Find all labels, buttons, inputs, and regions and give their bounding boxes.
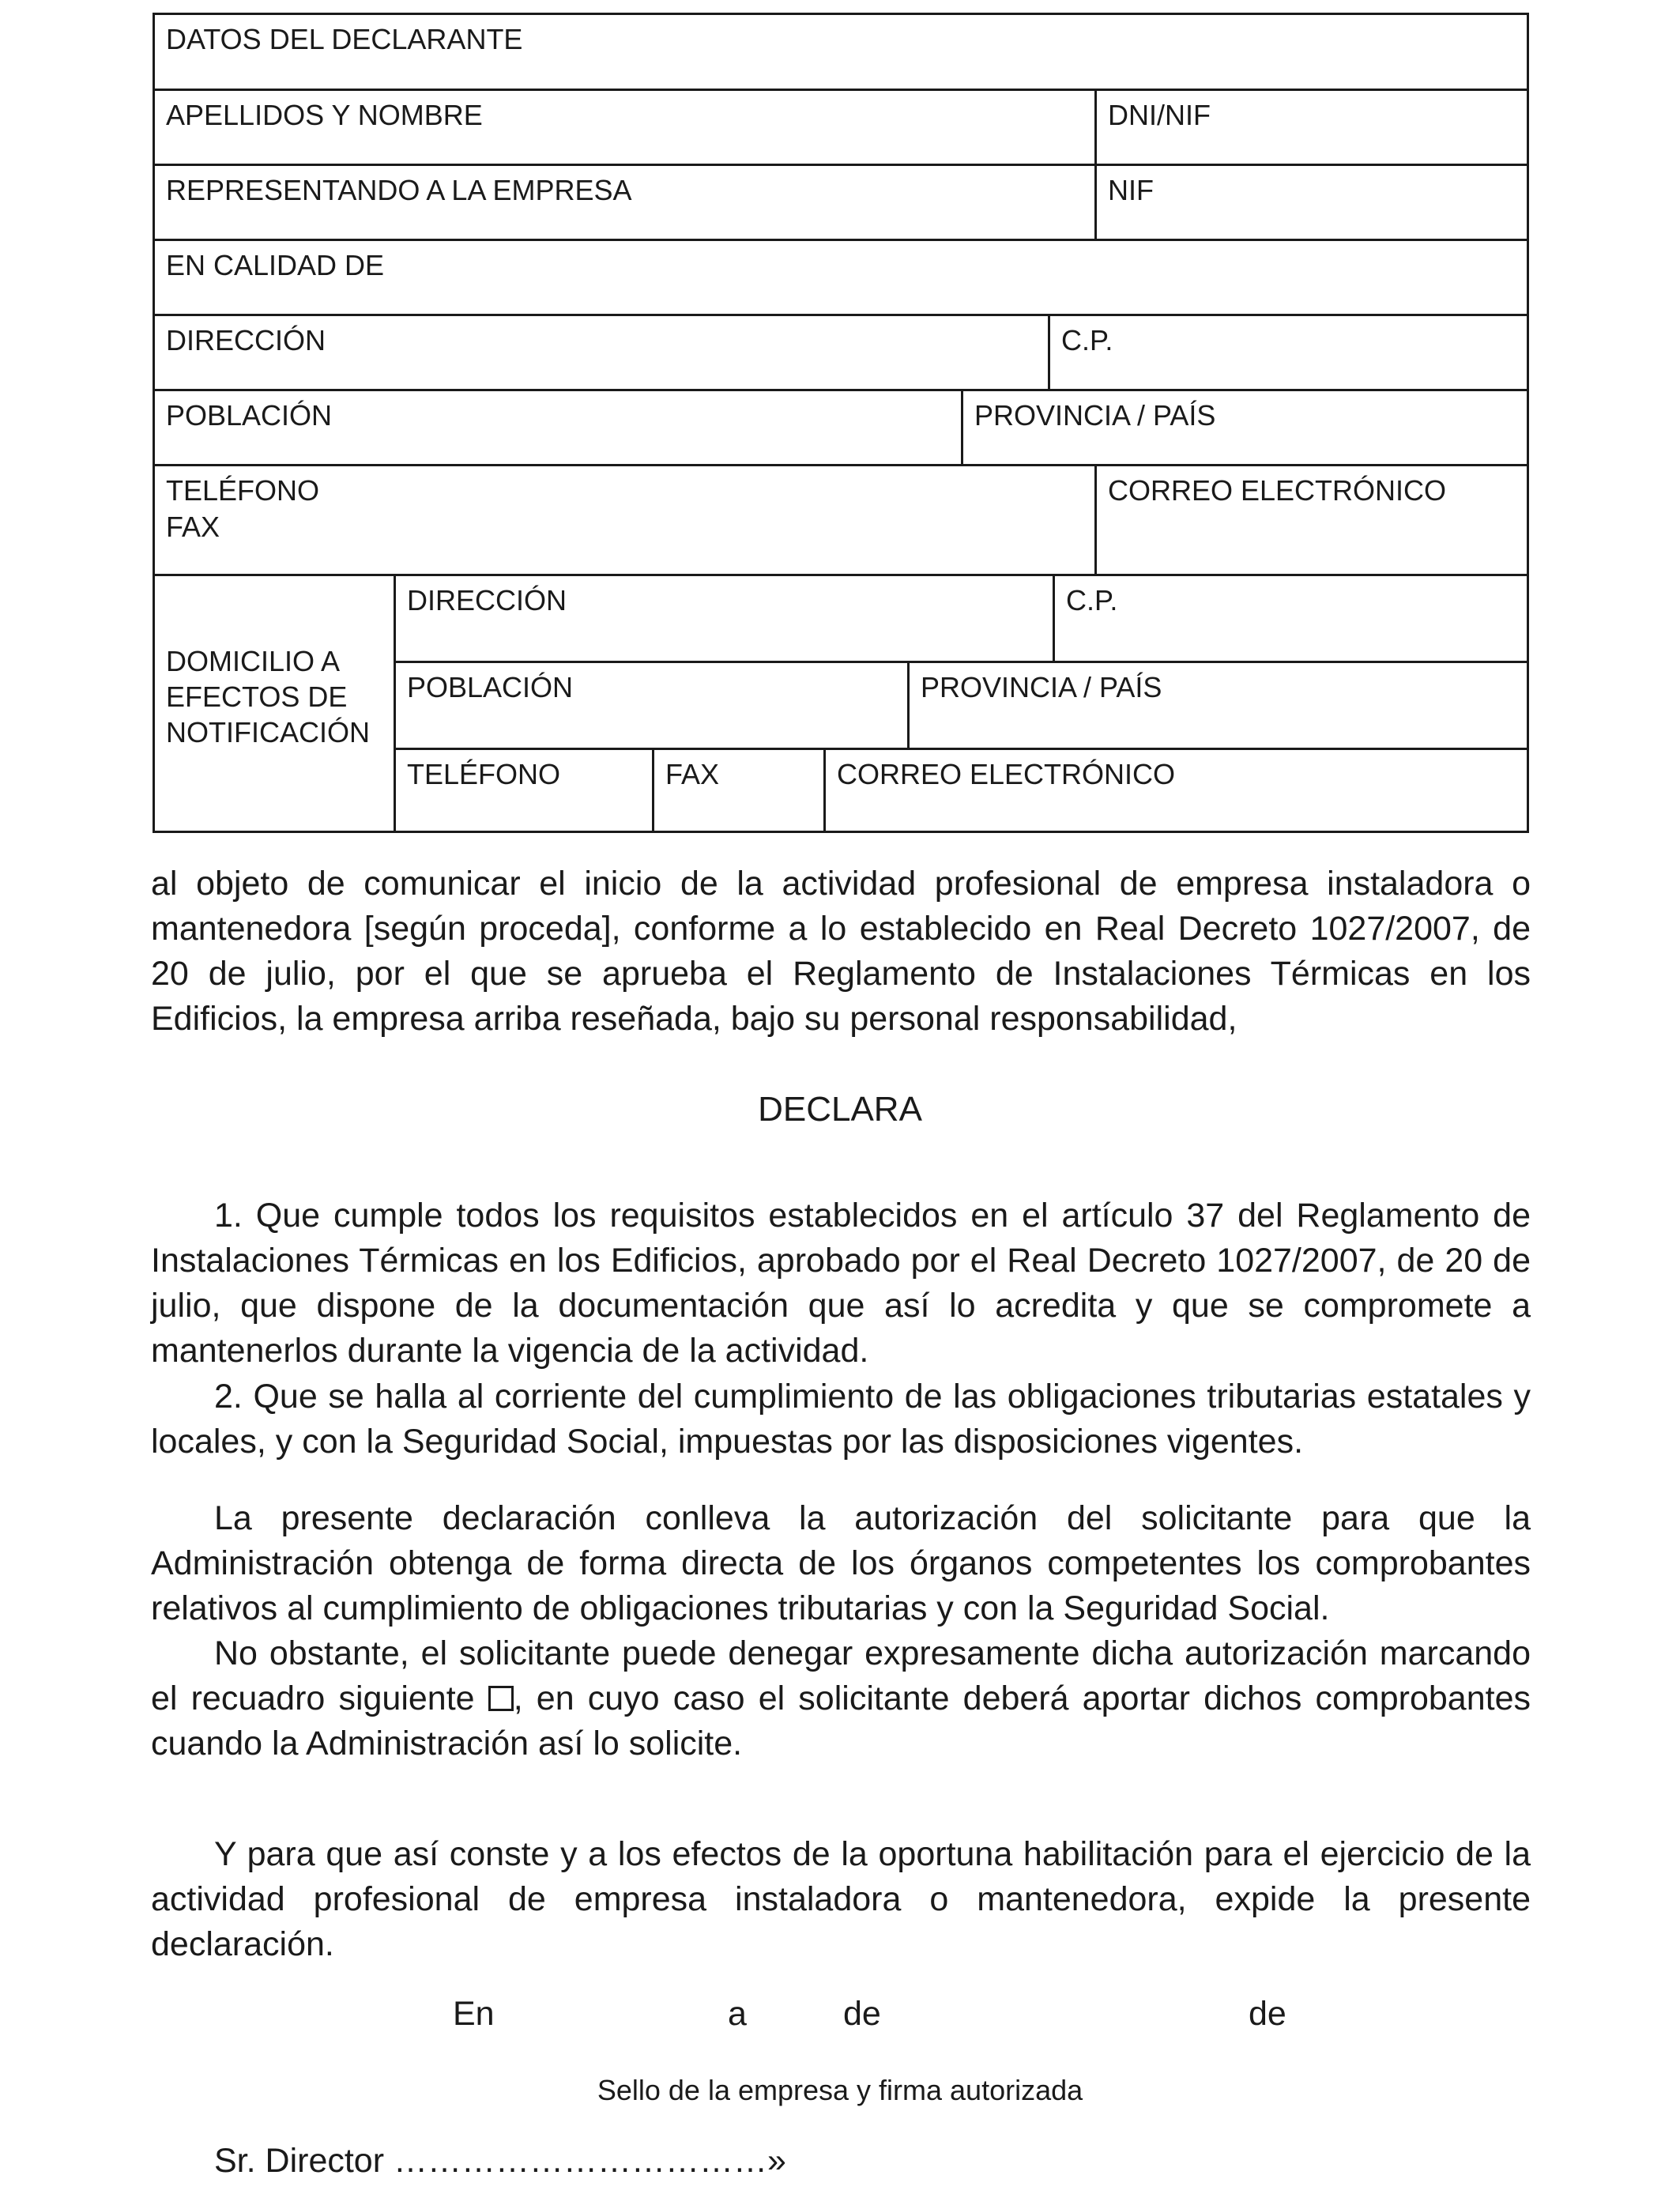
- name-row: [155, 91, 1527, 166]
- date-a: a: [728, 1995, 747, 2033]
- cp-label: C.P.: [1061, 324, 1113, 356]
- denial-text-end: , en cuyo caso el solicitante deberá aportar dichos comprobantes cuando la Administración así lo solicite.: [151, 1679, 1531, 1762]
- notif-provincia-field[interactable]: [907, 663, 1529, 748]
- form-title: DATOS DEL DECLARANTE: [166, 23, 523, 55]
- notif-telefono-label: TELÉFONO: [407, 758, 561, 790]
- notif-direccion-label: DIRECCIÓN: [407, 584, 567, 616]
- declara-heading: DECLARA: [758, 1090, 922, 1129]
- telefono-fax-label: TELÉFONO FAX: [166, 474, 320, 543]
- denial-paragraph: [151, 1631, 1531, 1766]
- cp-field[interactable]: [1048, 316, 1529, 389]
- dni-field[interactable]: [1094, 91, 1529, 164]
- closing-paragraph: Y para que así conste y a los efectos de la oportuna habilitación para el ejercicio de la actividad profesional de empresa instaladora o mantenedora, expide la presente declaración.: [151, 1835, 1531, 1963]
- notif-provincia-label: PROVINCIA / PAÍS: [921, 671, 1162, 703]
- notif-fax-field[interactable]: [652, 750, 823, 833]
- correo-field[interactable]: [1094, 466, 1529, 574]
- provincia-label: PROVINCIA / PAÍS: [974, 399, 1216, 432]
- poblacion-label: POBLACIÓN: [166, 399, 333, 432]
- empresa-field[interactable]: [155, 166, 1094, 239]
- dni-label: DNI/NIF: [1108, 99, 1211, 131]
- director-addressee: Sr. Director ……………………………»: [214, 2142, 786, 2180]
- notif-telefono-field[interactable]: [396, 750, 652, 833]
- calidad-field[interactable]: [155, 241, 1527, 314]
- correo-label: CORREO ELECTRÓNICO: [1108, 474, 1447, 507]
- deny-authorization-checkbox[interactable]: [488, 1686, 514, 1711]
- authorization-paragraph: La presente declaración conlleva la autorización del solicitante para que la Administración obtenga de forma directa de los órganos competentes los comprobantes relativos al cumplimiento de obligaciones tributarias y con la Seguridad Social.: [151, 1499, 1531, 1627]
- intro-paragraph: al objeto de comunicar el inicio de la actividad profesional de empresa instaladora o mantenedora [según proceda], conforme a lo establecido en Real Decreto 1027/2007, de 20 de julio, por el que se aprueba el Reglamento de Instalaciones Térmicas en los Edificios, la empresa arriba reseñada, bajo su personal responsabilidad,: [151, 865, 1531, 1038]
- notif-cp-field[interactable]: [1053, 576, 1529, 661]
- notif-cp-label: C.P.: [1066, 584, 1118, 616]
- notif-locality-row: [396, 663, 1529, 750]
- notif-correo-field[interactable]: [823, 750, 1529, 833]
- apellidos-field[interactable]: [155, 91, 1094, 164]
- notification-address-block: [155, 576, 1527, 833]
- provincia-field[interactable]: [961, 391, 1529, 464]
- address-row: [155, 316, 1527, 391]
- date-place-en: En: [453, 1995, 495, 2033]
- date-de-year: de: [1249, 1995, 1286, 2033]
- declaration-item-1: 1. Que cumple todos los requisitos establecidos en el artículo 37 del Reglamento de Instalaciones Térmicas en los Edificios, aprobado por el Real Decreto 1027/2007, de 20 de julio, que dispone de la documentación que así lo acredita y que se compromete a mantenerlos durante la vigencia de la actividad.: [151, 1197, 1531, 1370]
- form-title-cell[interactable]: [155, 15, 1527, 89]
- notif-poblacion-label: POBLACIÓN: [407, 671, 574, 703]
- poblacion-field[interactable]: [155, 391, 961, 464]
- declarant-form-table: [153, 13, 1529, 833]
- notif-address-row: [396, 576, 1529, 663]
- telefono-fax-field[interactable]: [155, 466, 1094, 574]
- calidad-label: EN CALIDAD DE: [166, 249, 385, 281]
- notif-fax-label: FAX: [665, 758, 720, 790]
- form-title-row: [155, 15, 1527, 91]
- company-row: [155, 166, 1527, 241]
- denial-text-start: No obstante, el solicitante puede denegar expresamente dicha autorización marcando el recuadro siguiente: [151, 1634, 1531, 1717]
- notification-label-cell: [155, 576, 396, 833]
- direccion-label: DIRECCIÓN: [166, 324, 326, 356]
- date-de-month: de: [843, 1995, 881, 2033]
- locality-row: [155, 391, 1527, 466]
- notification-label: DOMICILIO A EFECTOS DE NOTIFICACIÓN: [166, 645, 370, 748]
- notif-correo-label: CORREO ELECTRÓNICO: [837, 758, 1176, 790]
- apellidos-label: APELLIDOS Y NOMBRE: [166, 99, 483, 131]
- calidad-row: [155, 241, 1527, 316]
- nif-field[interactable]: [1094, 166, 1529, 239]
- nif-label: NIF: [1108, 174, 1154, 206]
- notif-contact-row: [396, 750, 1529, 833]
- notif-poblacion-field[interactable]: [396, 663, 907, 748]
- empresa-label: REPRESENTANDO A LA EMPRESA: [166, 174, 632, 206]
- declaration-item-2: 2. Que se halla al corriente del cumplimiento de las obligaciones tributarias estatales y locales, y con la Seguridad Social, impuestas por las disposiciones vigentes.: [151, 1378, 1531, 1461]
- direccion-field[interactable]: [155, 316, 1048, 389]
- seal-signature-caption: Sello de la empresa y firma autorizada: [597, 2074, 1083, 2106]
- contact-row: [155, 466, 1527, 576]
- notif-direccion-field[interactable]: [396, 576, 1053, 661]
